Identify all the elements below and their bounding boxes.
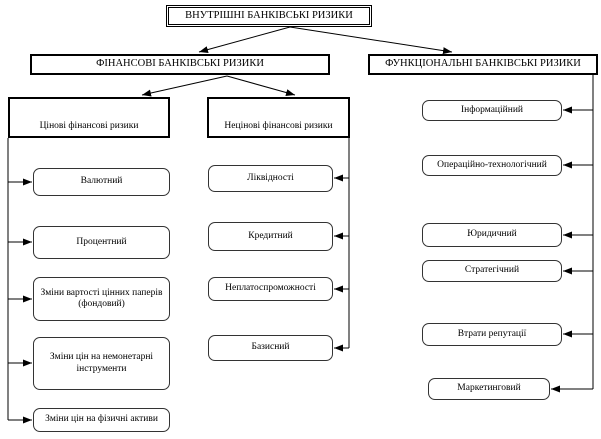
node-internal-banking-risks: ВНУТРІШНІ БАНКІВСЬКІ РИЗИКИ — [166, 5, 372, 27]
node-legal-risk: Юридичний — [422, 223, 562, 247]
node-reputation-loss-risk: Втрати репутації — [422, 323, 562, 346]
node-marketing-risk: Маркетинговий — [428, 378, 550, 400]
node-credit-risk: Кредитний — [208, 222, 333, 251]
node-strategic-risk: Стратегічний — [422, 260, 562, 282]
node-functional-banking-risks: ФУНКЦІОНАЛЬНІ БАНКІВСЬКІ РИЗИКИ — [368, 54, 598, 75]
node-nonprice-financial-risks: Нецінові фінансові ризики — [207, 97, 350, 138]
node-nonmonetary-instruments-risk: Зміни цін на немонетарні інструменти — [33, 337, 170, 390]
node-currency-risk: Валютний — [33, 168, 170, 196]
node-basis-risk: Базисний — [208, 335, 333, 361]
node-securities-value-risk: Зміни вартості цінних паперів (фондовий) — [33, 277, 170, 321]
node-insolvency-risk: Неплатоспроможності — [208, 277, 333, 301]
node-physical-assets-risk: Зміни цін на фізичні активи — [33, 408, 170, 432]
node-interest-rate-risk: Процентний — [33, 226, 170, 259]
node-financial-banking-risks: ФІНАНСОВІ БАНКІВСЬКІ РИЗИКИ — [30, 54, 330, 75]
node-liquidity-risk: Ліквідності — [208, 165, 333, 192]
node-price-financial-risks: Цінові фінансові ризики — [8, 97, 170, 138]
node-operational-technological-risk: Операційно-технологічний — [422, 155, 562, 176]
node-information-risk: Інформаційний — [422, 100, 562, 121]
